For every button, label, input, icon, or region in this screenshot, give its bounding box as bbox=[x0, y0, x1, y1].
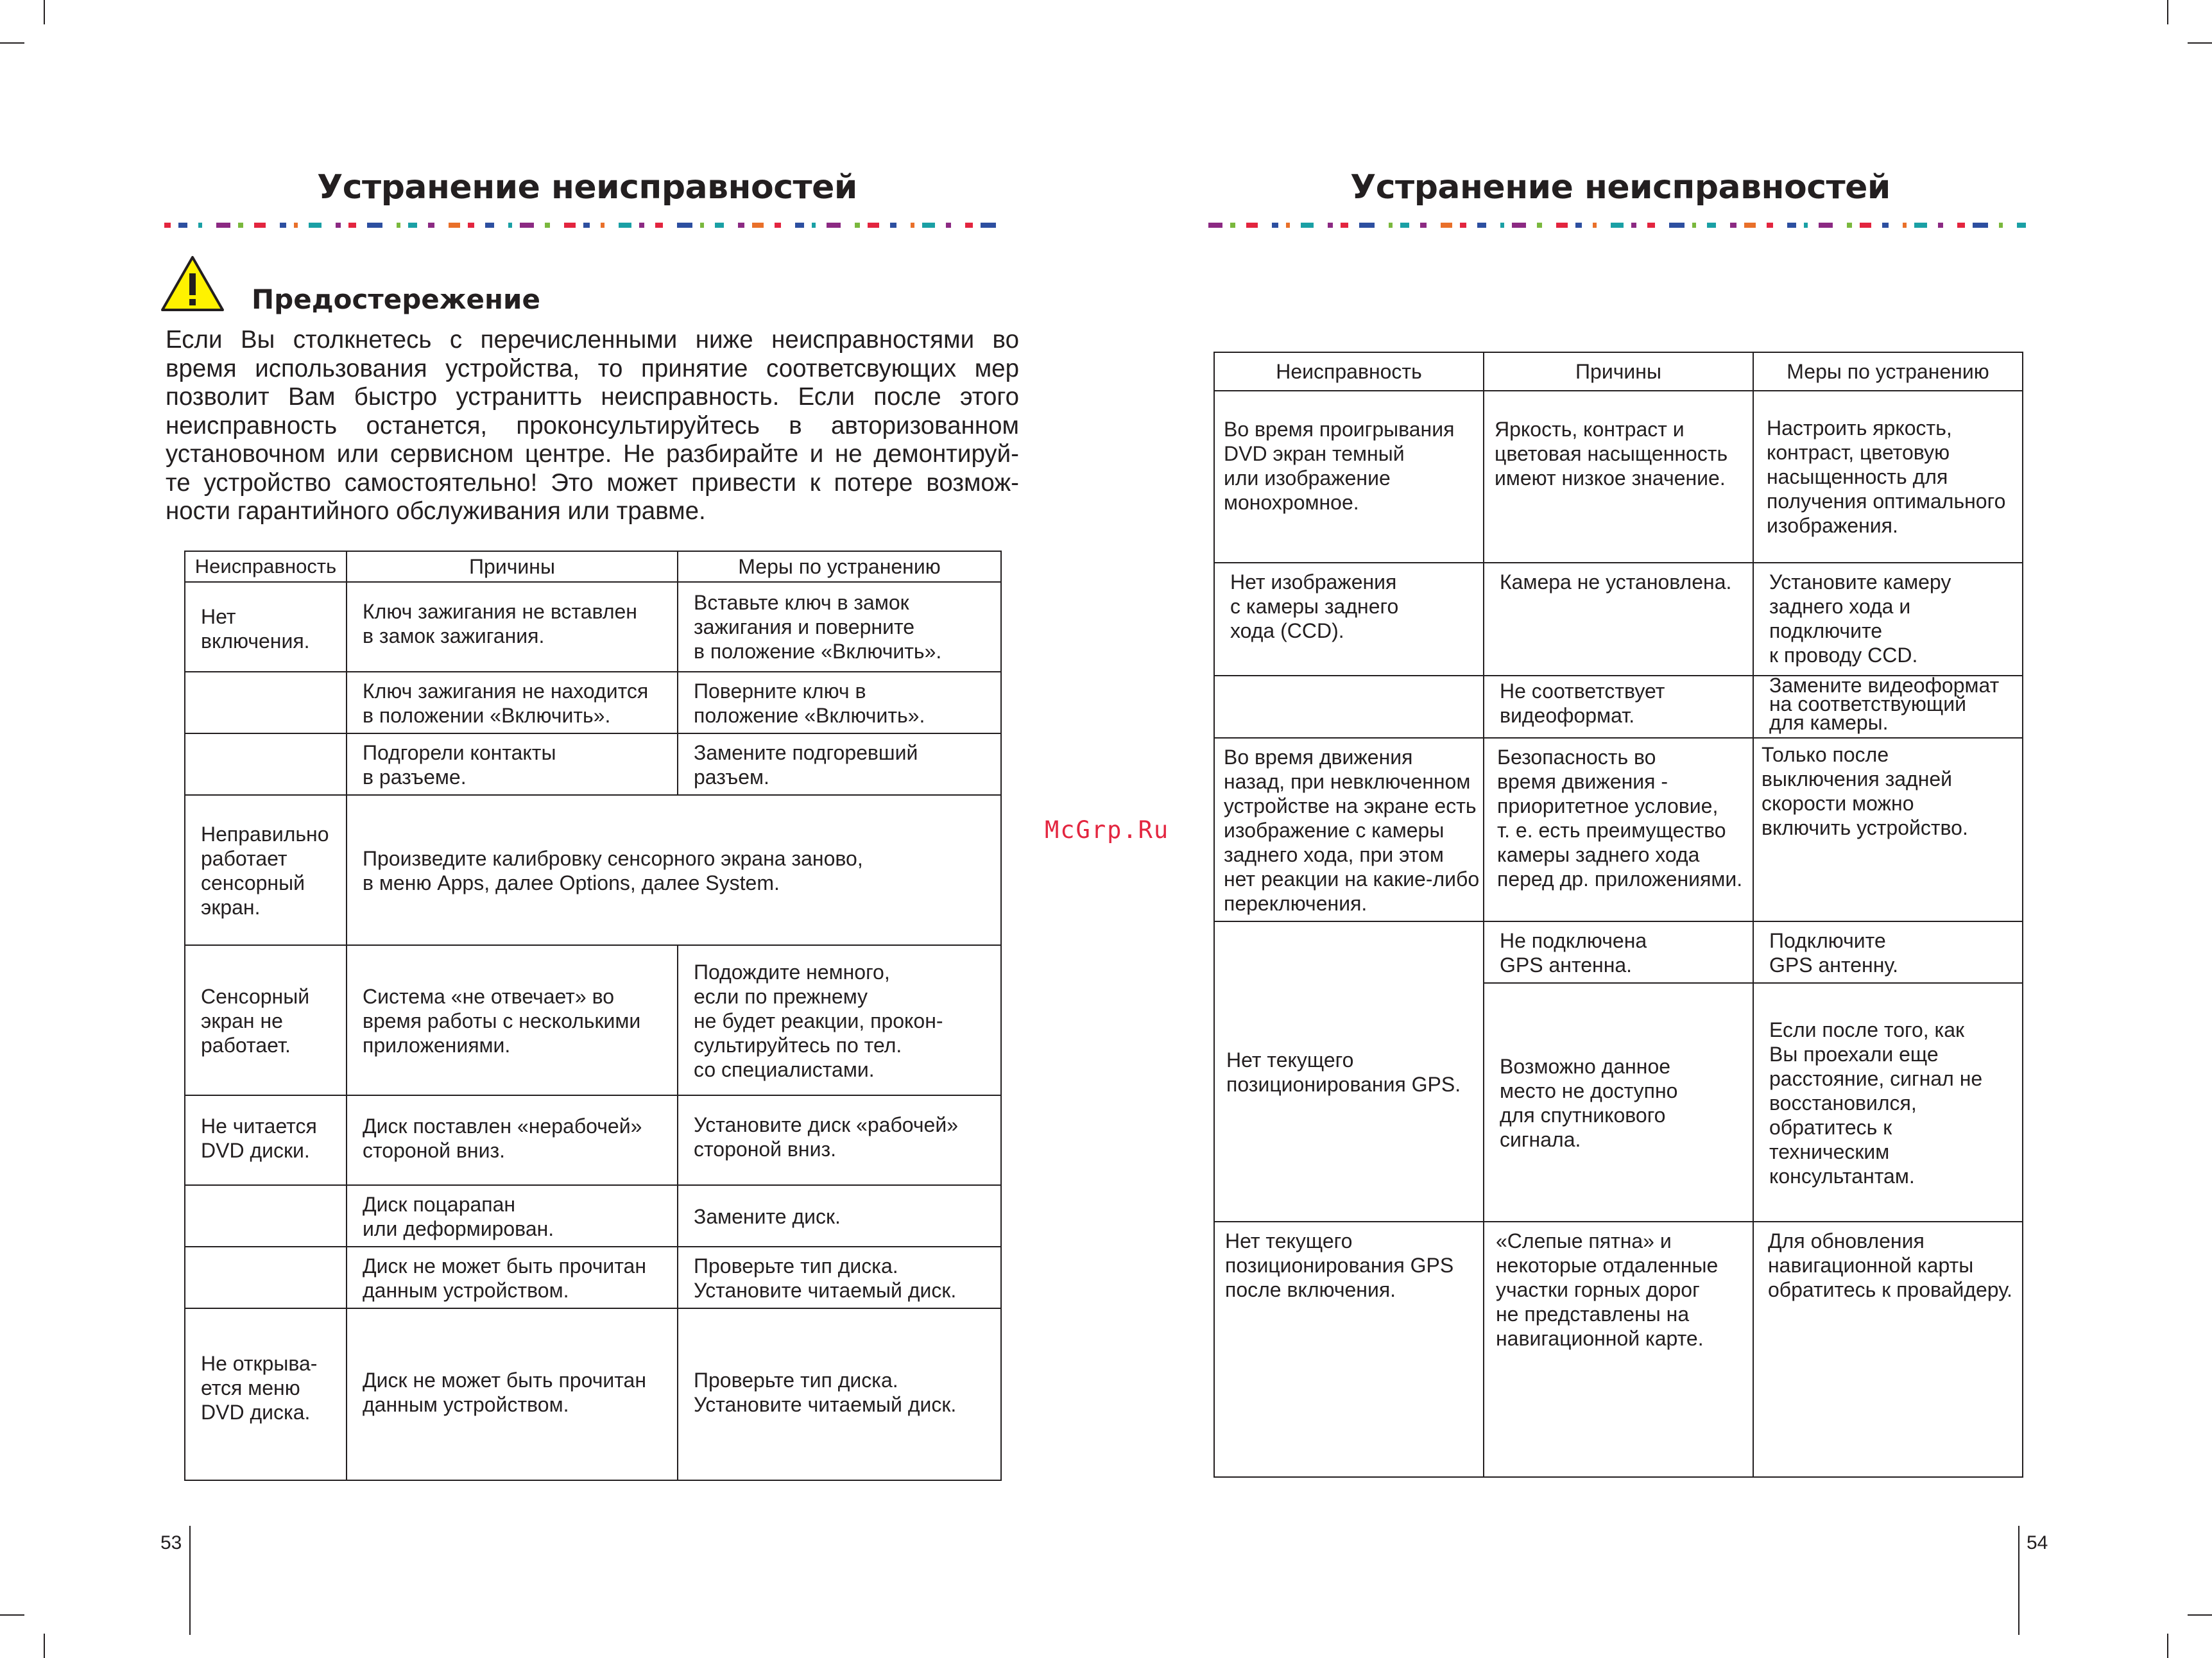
dotted-rule-segment bbox=[449, 223, 460, 228]
fault-cell: Сенсорный экран не работает. bbox=[185, 945, 347, 1095]
dotted-rule-segment bbox=[655, 223, 663, 228]
fix-cell: Замените подгоревший разъем. bbox=[678, 733, 1001, 795]
cause-cell: Ключ зажигания не вставлен в замок зажигания. bbox=[347, 582, 678, 672]
fix-cell: Подождите немного, если по прежнему не будет реакции, прокон- сультируйтесь по тел. со специалистами. bbox=[678, 945, 1001, 1095]
dotted-rule-segment bbox=[965, 223, 973, 228]
dotted-rule-segment bbox=[1341, 223, 1348, 228]
crop-mark bbox=[2188, 1614, 2212, 1616]
cause-cell: Подгорели контакты в разъеме. bbox=[347, 733, 678, 795]
header-cause: Причины bbox=[347, 551, 678, 582]
dotted-rule-segment bbox=[520, 223, 534, 228]
dotted-rule-segment bbox=[1999, 223, 2003, 228]
intro-line: время использования устройства, то принятие соответсвующих мер bbox=[166, 354, 1019, 382]
fault-cell: Не читается DVD диски. bbox=[185, 1095, 347, 1185]
dotted-rule-segment bbox=[545, 223, 550, 228]
dotted-rule-segment bbox=[1938, 223, 1943, 228]
intro-line: неисправность останется, проконсультируйтесь в авторизованном bbox=[166, 411, 1019, 440]
cause-cell: Камера не установлена. bbox=[1484, 563, 1753, 676]
dotted-rule-segment bbox=[2017, 223, 2026, 228]
fault-cell bbox=[185, 1185, 347, 1247]
merged-fix-cell: Произведите калибровку сенсорного экрана заново, в меню Apps, далее Options, далее System. bbox=[347, 795, 1001, 945]
dotted-rule-segment bbox=[827, 223, 841, 228]
dotted-rule-segment bbox=[348, 223, 356, 228]
dotted-rule-segment bbox=[775, 223, 781, 228]
fault-cell bbox=[185, 1247, 347, 1308]
dotted-rule-segment bbox=[508, 223, 512, 228]
fix-cell: Установите камеру заднего хода и подключите к проводу CCD. bbox=[1753, 563, 2023, 676]
page-margin-line bbox=[2018, 1526, 2019, 1635]
dotted-rule-segment bbox=[855, 223, 860, 228]
dotted-rule-segment bbox=[981, 223, 996, 228]
dotted-rule-segment bbox=[428, 223, 434, 228]
crop-mark bbox=[44, 0, 45, 24]
cause-cell: Не соответствует видеоформат. bbox=[1484, 676, 1753, 738]
dotted-rule-segment bbox=[1973, 223, 1988, 228]
intro-line: те устройство самостоятельно! Это может привести к потере возмож- bbox=[166, 468, 1019, 497]
crop-mark bbox=[44, 1634, 45, 1658]
dotted-rule-segment bbox=[619, 223, 631, 228]
header-fix: Меры по устранению bbox=[1753, 352, 2023, 391]
page-margin-line bbox=[189, 1526, 191, 1635]
troubleshooting-table-left bbox=[184, 551, 1002, 1481]
dotted-rule-segment bbox=[1647, 223, 1655, 228]
cause-cell: «Слепые пятна» и некоторые отдаленные участки горных дорог не представлены на навигационной карте. bbox=[1484, 1222, 1753, 1477]
page-title: Устранение неисправностей bbox=[1350, 168, 1890, 207]
dotted-rule-segment bbox=[677, 223, 692, 228]
dotted-rule-segment bbox=[1882, 223, 1889, 228]
table-row bbox=[1214, 738, 2023, 921]
fix-cell: Подключите GPS антенну. bbox=[1753, 921, 2023, 983]
dotted-rule-segment bbox=[164, 223, 171, 228]
dotted-rule-segment bbox=[1903, 223, 1907, 228]
dotted-rule-segment bbox=[1707, 223, 1716, 228]
fix-cell: Установите диск «рабочей» стороной вниз. bbox=[678, 1095, 1001, 1185]
dotted-rule-segment bbox=[946, 223, 951, 228]
dotted-rule-segment bbox=[922, 223, 935, 228]
watermark: McGrp.Ru bbox=[1045, 816, 1170, 844]
fault-cell: Нет текущего позиционирования GPS после включения. bbox=[1214, 1222, 1484, 1477]
dotted-rule-segment bbox=[1359, 223, 1375, 228]
fault-cell: Не открыва- ется меню DVD диска. bbox=[185, 1308, 347, 1480]
dotted-rule-segment bbox=[1593, 223, 1597, 228]
dotted-rule-segment bbox=[1208, 223, 1222, 228]
dotted-rule-segment bbox=[1669, 223, 1685, 228]
warning-icon bbox=[160, 255, 225, 312]
dotted-rule-segment bbox=[639, 223, 644, 228]
cause-cell: Диск поставлен «нерабочей» стороной вниз. bbox=[347, 1095, 678, 1185]
dotted-rule-segment bbox=[1767, 223, 1773, 228]
decorative-dotted-rule bbox=[1208, 223, 2043, 228]
table-row bbox=[185, 1247, 1001, 1308]
table-row bbox=[185, 945, 1001, 1095]
fault-cell: Во время проигрывания DVD экран темный или изображение монохромное. bbox=[1214, 391, 1484, 563]
dotted-rule-segment bbox=[752, 223, 764, 228]
table-row bbox=[1214, 676, 2023, 738]
crop-mark bbox=[2167, 0, 2168, 24]
page-number: 54 bbox=[2027, 1532, 2048, 1553]
dotted-rule-segment bbox=[238, 223, 243, 228]
dotted-rule-segment bbox=[294, 223, 298, 228]
fault-cell: Нет текущего позиционирования GPS. bbox=[1214, 921, 1484, 1222]
dotted-rule-segment bbox=[1301, 223, 1314, 228]
dotted-rule-segment bbox=[1556, 223, 1568, 228]
dotted-rule-segment bbox=[1420, 223, 1427, 228]
dotted-rule-segment bbox=[1847, 223, 1852, 228]
cause-cell: Яркость, контраст и цветовая насыщенность имеют низкое значение. bbox=[1484, 391, 1753, 563]
crop-mark bbox=[2188, 42, 2212, 44]
troubleshooting-table-right bbox=[1213, 352, 2023, 1478]
table-row bbox=[185, 582, 1001, 672]
dotted-rule-segment bbox=[868, 223, 879, 228]
dotted-rule-segment bbox=[890, 223, 896, 228]
intro-line: Если Вы столкнетесь с перечисленными ниже неисправностями во bbox=[166, 326, 1019, 354]
table-row bbox=[1214, 391, 2023, 563]
crop-mark bbox=[0, 42, 24, 44]
dotted-rule-segment bbox=[1500, 223, 1504, 228]
dotted-rule-segment bbox=[1804, 223, 1808, 228]
fix-cell: Вставьте ключ в замок зажигания и поверните в положение «Включить». bbox=[678, 582, 1001, 672]
table-row bbox=[1214, 921, 2023, 983]
cause-cell: Ключ зажигания не находится в положении «Включить». bbox=[347, 672, 678, 733]
page-number: 53 bbox=[160, 1532, 182, 1553]
fix-cell: Для обновления навигационной карты обратитесь к провайдеру. bbox=[1753, 1222, 2023, 1477]
dotted-rule-segment bbox=[601, 223, 604, 228]
dotted-rule-segment bbox=[198, 223, 202, 228]
dotted-rule-segment bbox=[812, 223, 816, 228]
table-row bbox=[1214, 563, 2023, 676]
intro-line: ности гарантийного обслуживания или травме. bbox=[166, 497, 706, 525]
fault-cell: Нет изображения с камеры заднего хода (CCD). bbox=[1214, 563, 1484, 676]
dotted-rule-segment bbox=[485, 223, 494, 228]
table-header-row bbox=[185, 551, 1001, 582]
crop-mark bbox=[0, 1614, 24, 1616]
cause-cell: Диск поцарапан или деформирован. bbox=[347, 1185, 678, 1247]
header-fault: Неисправность bbox=[185, 551, 347, 582]
fix-cell: Замените диск. bbox=[678, 1185, 1001, 1247]
dotted-rule-segment bbox=[1512, 223, 1526, 228]
cause-cell: Диск не может быть прочитан данным устройством. bbox=[347, 1308, 678, 1480]
dotted-rule-segment bbox=[715, 223, 724, 228]
decorative-dotted-rule bbox=[164, 223, 1011, 228]
header-fix: Меры по устранению bbox=[678, 551, 1001, 582]
cause-cell: Безопасность во время движения - приоритетное условие, т. е. есть преимущество камеры заднего хода перед др. приложениями. bbox=[1484, 738, 1753, 921]
dotted-rule-segment bbox=[280, 223, 286, 228]
dotted-rule-segment bbox=[309, 223, 322, 228]
cause-cell: Возможно данное место не доступно для спутникового сигнала. bbox=[1484, 983, 1753, 1222]
dotted-rule-segment bbox=[1246, 223, 1258, 228]
table-row bbox=[185, 672, 1001, 733]
dotted-rule-segment bbox=[911, 223, 914, 228]
table-row bbox=[185, 1308, 1001, 1480]
fault-cell bbox=[185, 733, 347, 795]
fix-cell: Если после того, как Вы проехали еще расстояние, сигнал не восстановился, обратитесь к техническим консультантам. bbox=[1753, 983, 2023, 1222]
dotted-rule-segment bbox=[1328, 223, 1333, 228]
warning-title: Предостережение bbox=[252, 284, 540, 315]
table-row bbox=[185, 1185, 1001, 1247]
header-fault: Неисправность bbox=[1214, 352, 1484, 391]
dotted-rule-segment bbox=[1611, 223, 1624, 228]
dotted-rule-segment bbox=[1230, 223, 1235, 228]
cause-cell: Система «не отвечает» во время работы с несколькими приложениями. bbox=[347, 945, 678, 1095]
cause-cell: Не подключена GPS антенна. bbox=[1484, 921, 1753, 983]
fix-cell: Проверьте тип диска. Установите читаемый диск. bbox=[678, 1247, 1001, 1308]
table-row bbox=[185, 733, 1001, 795]
dotted-rule-segment bbox=[1537, 223, 1542, 228]
dotted-rule-segment bbox=[795, 223, 804, 228]
fault-cell: Нет включения. bbox=[185, 582, 347, 672]
fix-cell: Замените видеоформат на соответствующий для камеры. bbox=[1753, 676, 2023, 738]
dotted-rule-segment bbox=[254, 223, 266, 228]
dotted-rule-segment bbox=[738, 223, 744, 228]
dotted-rule-segment bbox=[1286, 223, 1290, 228]
dotted-rule-segment bbox=[1441, 223, 1452, 228]
fault-cell bbox=[1214, 676, 1484, 738]
dotted-rule-segment bbox=[216, 223, 230, 228]
dotted-rule-segment bbox=[1389, 223, 1393, 228]
dotted-rule-segment bbox=[178, 223, 187, 228]
dotted-rule-segment bbox=[1477, 223, 1486, 228]
dotted-rule-segment bbox=[367, 223, 382, 228]
dotted-rule-segment bbox=[1860, 223, 1871, 228]
dotted-rule-segment bbox=[1460, 223, 1466, 228]
table-header-row bbox=[1214, 352, 2023, 391]
dotted-rule-segment bbox=[336, 223, 341, 228]
table-row bbox=[185, 1095, 1001, 1185]
cause-cell: Диск не может быть прочитан данным устройством. bbox=[347, 1247, 678, 1308]
fault-cell: Неправильно работает сенсорный экран. bbox=[185, 795, 347, 945]
dotted-rule-segment bbox=[1730, 223, 1736, 228]
dotted-rule-segment bbox=[1787, 223, 1796, 228]
fault-cell bbox=[185, 672, 347, 733]
dotted-rule-segment bbox=[1575, 223, 1582, 228]
fix-cell: Настроить яркость, контраст, цветовую насыщенность для получения оптимального изображения. bbox=[1753, 391, 2023, 563]
dotted-rule-segment bbox=[1400, 223, 1409, 228]
dotted-rule-segment bbox=[397, 223, 400, 228]
dotted-rule-segment bbox=[700, 223, 704, 228]
dotted-rule-segment bbox=[1819, 223, 1833, 228]
fix-cell: Проверьте тип диска. Установите читаемый диск. bbox=[678, 1308, 1001, 1480]
intro-line: установочном или сервисном центре. Не разбирайте и не демонтируй- bbox=[166, 440, 1019, 468]
header-cause: Причины bbox=[1484, 352, 1753, 391]
dotted-rule-segment bbox=[468, 223, 474, 228]
intro-line: позволит Вам быстро устранитть неисправность. Если после этого bbox=[166, 383, 1019, 411]
page-title: Устранение неисправностей bbox=[317, 168, 857, 207]
dotted-rule-segment bbox=[1957, 223, 1965, 228]
dotted-rule-segment bbox=[1272, 223, 1278, 228]
fault-cell: Во время движения назад, при невключенном устройстве на экране есть изображение с камеры заднего хода, при этом нет реакции на какие-либо переключения. bbox=[1214, 738, 1484, 921]
dotted-rule-segment bbox=[408, 223, 417, 228]
dotted-rule-segment bbox=[564, 223, 576, 228]
fix-cell: Только после выключения задней скорости можно включить устройство. bbox=[1753, 738, 2023, 921]
crop-mark bbox=[2167, 1634, 2168, 1658]
dotted-rule-segment bbox=[1914, 223, 1927, 228]
dotted-rule-segment bbox=[1744, 223, 1756, 228]
fix-cell: Поверните ключ в положение «Включить». bbox=[678, 672, 1001, 733]
table-row bbox=[185, 795, 1001, 945]
dotted-rule-segment bbox=[583, 223, 590, 228]
intro-paragraph bbox=[166, 326, 1019, 526]
dotted-rule-segment bbox=[1692, 223, 1696, 228]
dotted-rule-segment bbox=[1631, 223, 1636, 228]
table-row bbox=[1214, 1222, 2023, 1477]
